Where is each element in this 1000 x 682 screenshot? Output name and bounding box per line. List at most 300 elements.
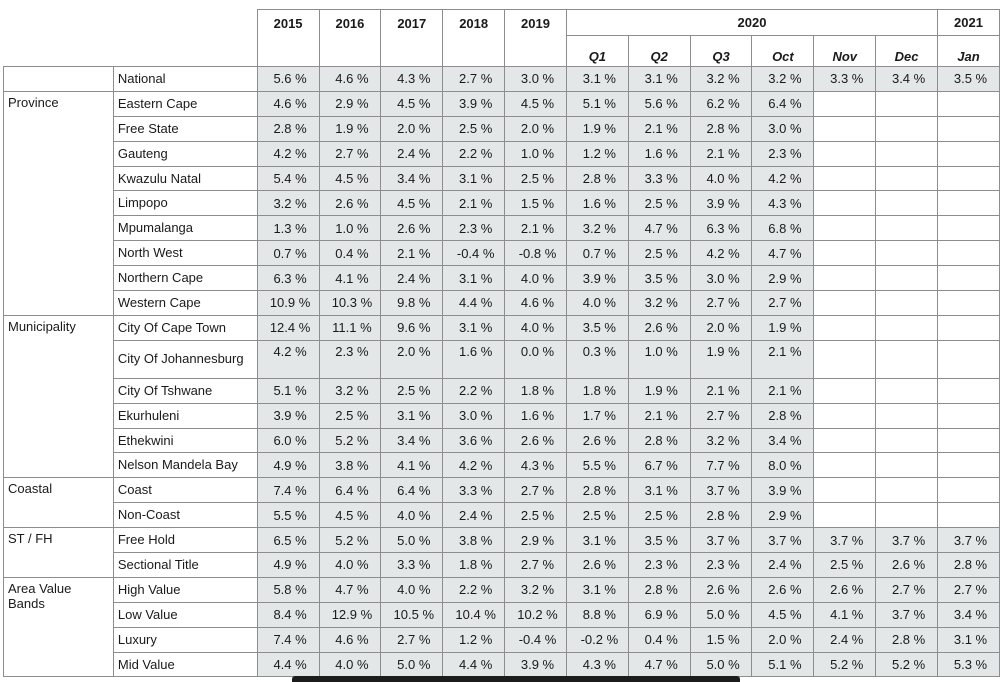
value-cell: 3.7 %: [876, 528, 938, 553]
value-cell: 3.9 %: [443, 91, 505, 116]
value-cell: [938, 315, 1000, 340]
value-cell: 4.1 %: [814, 602, 876, 627]
value-cell: 1.0 %: [319, 216, 381, 241]
row-label: Non-Coast: [113, 503, 257, 528]
value-cell: [814, 453, 876, 478]
value-cell: 3.2 %: [566, 216, 628, 241]
value-cell: [814, 266, 876, 291]
value-cell: 1.9 %: [690, 340, 752, 378]
value-cell: 3.1 %: [566, 577, 628, 602]
year-header: 2020: [566, 10, 937, 36]
window-edge-bar: [292, 676, 740, 682]
value-cell: 4.0 %: [505, 315, 567, 340]
row-label: Kwazulu Natal: [113, 166, 257, 191]
value-cell: [814, 340, 876, 378]
row-label: North West: [113, 241, 257, 266]
value-cell: 1.0 %: [505, 141, 567, 166]
value-cell: 6.7 %: [628, 453, 690, 478]
value-cell: 4.9 %: [257, 453, 319, 478]
value-cell: 2.7 %: [381, 627, 443, 652]
value-cell: 3.1 %: [443, 315, 505, 340]
value-cell: 3.0 %: [752, 116, 814, 141]
value-cell: 1.9 %: [628, 378, 690, 403]
value-cell: 3.7 %: [752, 528, 814, 553]
value-cell: 0.0 %: [505, 340, 567, 378]
value-cell: 12.4 %: [257, 315, 319, 340]
value-cell: 3.7 %: [690, 478, 752, 503]
period-header: Q1: [566, 36, 628, 67]
value-cell: -0.2 %: [566, 627, 628, 652]
value-cell: 6.5 %: [257, 528, 319, 553]
value-cell: 1.2 %: [443, 627, 505, 652]
value-cell: 2.7 %: [319, 141, 381, 166]
value-cell: 3.7 %: [938, 528, 1000, 553]
value-cell: 3.2 %: [257, 191, 319, 216]
value-cell: 2.4 %: [814, 627, 876, 652]
row-label: Ethekwini: [113, 428, 257, 453]
value-cell: 8.8 %: [566, 602, 628, 627]
value-cell: 2.4 %: [752, 553, 814, 578]
value-cell: 5.1 %: [566, 91, 628, 116]
value-cell: [814, 428, 876, 453]
value-cell: 3.1 %: [566, 528, 628, 553]
value-cell: 4.0 %: [319, 553, 381, 578]
value-cell: 4.3 %: [381, 67, 443, 92]
value-cell: 2.6 %: [319, 191, 381, 216]
value-cell: [938, 141, 1000, 166]
value-cell: 2.8 %: [752, 403, 814, 428]
value-cell: 9.6 %: [381, 315, 443, 340]
value-cell: 3.4 %: [381, 428, 443, 453]
value-cell: [876, 378, 938, 403]
value-cell: [814, 403, 876, 428]
value-cell: [876, 478, 938, 503]
value-cell: 0.7 %: [566, 241, 628, 266]
value-cell: [938, 216, 1000, 241]
value-cell: 10.2 %: [505, 602, 567, 627]
value-cell: 7.4 %: [257, 627, 319, 652]
table-row: [4, 340, 1000, 378]
value-cell: [938, 266, 1000, 291]
row-label: Gauteng: [113, 141, 257, 166]
value-cell: 2.3 %: [752, 141, 814, 166]
value-cell: 6.3 %: [257, 266, 319, 291]
value-cell: 2.2 %: [443, 577, 505, 602]
value-cell: 2.6 %: [628, 315, 690, 340]
value-cell: 3.3 %: [628, 166, 690, 191]
table-row: [4, 503, 1000, 528]
value-cell: 2.6 %: [876, 553, 938, 578]
value-cell: 4.5 %: [505, 91, 567, 116]
value-cell: 2.4 %: [381, 266, 443, 291]
value-cell: 4.6 %: [257, 91, 319, 116]
table-row: [4, 453, 1000, 478]
value-cell: [814, 478, 876, 503]
table-row: [4, 191, 1000, 216]
value-cell: 2.5 %: [628, 503, 690, 528]
value-cell: 2.8 %: [566, 166, 628, 191]
table-header: [4, 10, 1000, 67]
value-cell: 4.6 %: [505, 291, 567, 316]
value-cell: 10.9 %: [257, 291, 319, 316]
value-cell: -0.4 %: [443, 241, 505, 266]
value-cell: 1.2 %: [566, 141, 628, 166]
row-label: Western Cape: [113, 291, 257, 316]
year-header: 2015: [257, 10, 319, 67]
value-cell: 10.3 %: [319, 291, 381, 316]
value-cell: 3.2 %: [628, 291, 690, 316]
value-cell: 4.7 %: [628, 216, 690, 241]
value-cell: 5.3 %: [938, 652, 1000, 677]
price-growth-table: [3, 9, 1000, 677]
value-cell: 2.8 %: [566, 478, 628, 503]
value-cell: 2.5 %: [566, 503, 628, 528]
value-cell: 1.7 %: [566, 403, 628, 428]
value-cell: 3.8 %: [443, 528, 505, 553]
value-cell: 3.9 %: [690, 191, 752, 216]
value-cell: [876, 403, 938, 428]
value-cell: 3.3 %: [381, 553, 443, 578]
value-cell: [814, 166, 876, 191]
value-cell: 4.7 %: [752, 241, 814, 266]
row-label: Mid Value: [113, 652, 257, 677]
value-cell: 5.6 %: [628, 91, 690, 116]
value-cell: 3.4 %: [752, 428, 814, 453]
value-cell: 4.2 %: [257, 141, 319, 166]
value-cell: 4.0 %: [690, 166, 752, 191]
value-cell: 2.7 %: [443, 67, 505, 92]
value-cell: 2.1 %: [690, 141, 752, 166]
value-cell: 3.4 %: [938, 602, 1000, 627]
value-cell: 7.4 %: [257, 478, 319, 503]
value-cell: [938, 403, 1000, 428]
value-cell: 2.0 %: [505, 116, 567, 141]
table-row: [4, 528, 1000, 553]
table-row: [4, 91, 1000, 116]
value-cell: 2.5 %: [319, 403, 381, 428]
value-cell: 2.6 %: [505, 428, 567, 453]
value-cell: 2.0 %: [690, 315, 752, 340]
period-header: Nov: [814, 36, 876, 67]
value-cell: 2.5 %: [505, 166, 567, 191]
year-header: 2018: [443, 10, 505, 67]
value-cell: 0.3 %: [566, 340, 628, 378]
value-cell: 1.8 %: [566, 378, 628, 403]
value-cell: 3.1 %: [566, 67, 628, 92]
row-label: Eastern Cape: [113, 91, 257, 116]
value-cell: 4.0 %: [566, 291, 628, 316]
row-label: Nelson Mandela Bay: [113, 453, 257, 478]
value-cell: 3.1 %: [938, 627, 1000, 652]
value-cell: 3.3 %: [814, 67, 876, 92]
table-row: [4, 577, 1000, 602]
value-cell: 2.6 %: [752, 577, 814, 602]
row-label: Northern Cape: [113, 266, 257, 291]
header-blank: [4, 10, 258, 67]
value-cell: 3.2 %: [752, 67, 814, 92]
value-cell: [938, 116, 1000, 141]
value-cell: 2.5 %: [381, 378, 443, 403]
value-cell: 4.0 %: [319, 652, 381, 677]
value-cell: 3.9 %: [257, 403, 319, 428]
table-row: [4, 478, 1000, 503]
value-cell: 2.3 %: [319, 340, 381, 378]
value-cell: 12.9 %: [319, 602, 381, 627]
row-label: City Of Johannesburg: [113, 340, 257, 378]
value-cell: [876, 291, 938, 316]
table-row: [4, 116, 1000, 141]
value-cell: 2.7 %: [938, 577, 1000, 602]
row-label: Mpumalanga: [113, 216, 257, 241]
value-cell: 4.2 %: [443, 453, 505, 478]
table-row: [4, 602, 1000, 627]
value-cell: 4.2 %: [257, 340, 319, 378]
category-cell: Area Value Bands: [4, 577, 114, 677]
value-cell: 2.9 %: [752, 266, 814, 291]
value-cell: 2.1 %: [628, 116, 690, 141]
value-cell: 5.2 %: [319, 428, 381, 453]
value-cell: 4.2 %: [752, 166, 814, 191]
value-cell: 2.9 %: [505, 528, 567, 553]
value-cell: 2.8 %: [628, 428, 690, 453]
year-header: 2019: [505, 10, 567, 67]
value-cell: 0.7 %: [257, 241, 319, 266]
value-cell: 2.6 %: [566, 553, 628, 578]
value-cell: 2.7 %: [690, 403, 752, 428]
value-cell: [938, 428, 1000, 453]
value-cell: 1.8 %: [505, 378, 567, 403]
value-cell: 9.8 %: [381, 291, 443, 316]
value-cell: 2.8 %: [690, 503, 752, 528]
row-label: City Of Cape Town: [113, 315, 257, 340]
value-cell: 2.6 %: [381, 216, 443, 241]
value-cell: 1.6 %: [566, 191, 628, 216]
value-cell: 1.6 %: [628, 141, 690, 166]
value-cell: [814, 503, 876, 528]
value-cell: 3.2 %: [319, 378, 381, 403]
category-cell: Municipality: [4, 315, 114, 477]
value-cell: 5.8 %: [257, 577, 319, 602]
table-row: [4, 166, 1000, 191]
value-cell: 3.7 %: [876, 602, 938, 627]
value-cell: 6.4 %: [752, 91, 814, 116]
value-cell: [814, 378, 876, 403]
value-cell: 1.8 %: [443, 553, 505, 578]
table-row: [4, 403, 1000, 428]
value-cell: 2.7 %: [690, 291, 752, 316]
value-cell: 5.0 %: [690, 652, 752, 677]
value-cell: 6.3 %: [690, 216, 752, 241]
value-cell: 1.5 %: [690, 627, 752, 652]
value-cell: [814, 91, 876, 116]
table-row: [4, 627, 1000, 652]
value-cell: [876, 241, 938, 266]
value-cell: 4.3 %: [505, 453, 567, 478]
value-cell: 1.6 %: [505, 403, 567, 428]
value-cell: 3.7 %: [814, 528, 876, 553]
value-cell: 3.1 %: [628, 478, 690, 503]
row-label: City Of Tshwane: [113, 378, 257, 403]
value-cell: [938, 191, 1000, 216]
row-label: High Value: [113, 577, 257, 602]
value-cell: 4.2 %: [690, 241, 752, 266]
value-cell: 3.9 %: [752, 478, 814, 503]
value-cell: 2.8 %: [876, 627, 938, 652]
value-cell: 2.5 %: [628, 241, 690, 266]
value-cell: 2.0 %: [381, 340, 443, 378]
value-cell: 3.1 %: [381, 403, 443, 428]
period-header: Jan: [938, 36, 1000, 67]
value-cell: 1.9 %: [319, 116, 381, 141]
category-cell: ST / FH: [4, 528, 114, 578]
value-cell: 2.7 %: [505, 553, 567, 578]
value-cell: [814, 291, 876, 316]
row-label: Limpopo: [113, 191, 257, 216]
value-cell: 3.4 %: [876, 67, 938, 92]
value-cell: [938, 340, 1000, 378]
value-cell: 0.4 %: [319, 241, 381, 266]
year-header-row: [4, 10, 1000, 36]
value-cell: 3.3 %: [443, 478, 505, 503]
value-cell: 5.0 %: [381, 528, 443, 553]
table-row: [4, 652, 1000, 677]
value-cell: 4.9 %: [257, 553, 319, 578]
value-cell: 2.1 %: [690, 378, 752, 403]
value-cell: 2.5 %: [628, 191, 690, 216]
value-cell: 4.5 %: [752, 602, 814, 627]
value-cell: [876, 91, 938, 116]
value-cell: 3.9 %: [505, 652, 567, 677]
value-cell: 3.4 %: [381, 166, 443, 191]
value-cell: [938, 503, 1000, 528]
table-row: [4, 553, 1000, 578]
table-row: [4, 266, 1000, 291]
value-cell: 2.7 %: [505, 478, 567, 503]
table-row: [4, 216, 1000, 241]
value-cell: 2.6 %: [690, 577, 752, 602]
value-cell: 4.6 %: [319, 627, 381, 652]
row-label: Luxury: [113, 627, 257, 652]
table-row: [4, 141, 1000, 166]
value-cell: 2.8 %: [257, 116, 319, 141]
value-cell: [938, 166, 1000, 191]
value-cell: 5.2 %: [876, 652, 938, 677]
value-cell: 3.0 %: [690, 266, 752, 291]
value-cell: [876, 315, 938, 340]
value-cell: 3.2 %: [505, 577, 567, 602]
value-cell: 4.5 %: [381, 191, 443, 216]
value-cell: [876, 428, 938, 453]
value-cell: 2.9 %: [319, 91, 381, 116]
value-cell: 2.0 %: [752, 627, 814, 652]
value-cell: 3.1 %: [628, 67, 690, 92]
value-cell: 4.7 %: [628, 652, 690, 677]
value-cell: 5.5 %: [257, 503, 319, 528]
value-cell: 2.7 %: [752, 291, 814, 316]
value-cell: 3.6 %: [443, 428, 505, 453]
value-cell: [876, 340, 938, 378]
period-header: Dec: [876, 36, 938, 67]
value-cell: 4.0 %: [381, 577, 443, 602]
value-cell: 5.2 %: [319, 528, 381, 553]
period-header: Q2: [628, 36, 690, 67]
value-cell: 2.8 %: [628, 577, 690, 602]
value-cell: 10.4 %: [443, 602, 505, 627]
value-cell: 2.1 %: [381, 241, 443, 266]
value-cell: 7.7 %: [690, 453, 752, 478]
value-cell: 3.2 %: [690, 67, 752, 92]
year-header: 2016: [319, 10, 381, 67]
value-cell: [876, 503, 938, 528]
table-row: [4, 378, 1000, 403]
value-cell: 2.2 %: [443, 378, 505, 403]
value-cell: [814, 241, 876, 266]
value-cell: 6.4 %: [381, 478, 443, 503]
value-cell: 4.6 %: [319, 67, 381, 92]
table-body: [4, 67, 1000, 677]
value-cell: 11.1 %: [319, 315, 381, 340]
value-cell: 3.5 %: [566, 315, 628, 340]
row-label: Free Hold: [113, 528, 257, 553]
value-cell: [814, 315, 876, 340]
value-cell: 3.5 %: [628, 266, 690, 291]
value-cell: 10.5 %: [381, 602, 443, 627]
value-cell: 4.1 %: [381, 453, 443, 478]
value-cell: 2.1 %: [628, 403, 690, 428]
row-label: Coast: [113, 478, 257, 503]
value-cell: [938, 91, 1000, 116]
table-row: [4, 291, 1000, 316]
value-cell: 2.8 %: [938, 553, 1000, 578]
row-label: Ekurhuleni: [113, 403, 257, 428]
value-cell: 2.6 %: [814, 577, 876, 602]
value-cell: 1.0 %: [628, 340, 690, 378]
table-row: [4, 67, 1000, 92]
value-cell: [938, 291, 1000, 316]
value-cell: [938, 241, 1000, 266]
value-cell: 1.3 %: [257, 216, 319, 241]
row-label: Sectional Title: [113, 553, 257, 578]
value-cell: 6.0 %: [257, 428, 319, 453]
value-cell: 2.8 %: [690, 116, 752, 141]
value-cell: [814, 216, 876, 241]
value-cell: 3.9 %: [566, 266, 628, 291]
value-cell: 8.4 %: [257, 602, 319, 627]
category-cell: Province: [4, 91, 114, 315]
value-cell: 2.6 %: [566, 428, 628, 453]
value-cell: 5.2 %: [814, 652, 876, 677]
table-row: [4, 315, 1000, 340]
value-cell: -0.8 %: [505, 241, 567, 266]
value-cell: 2.0 %: [381, 116, 443, 141]
value-cell: 2.4 %: [443, 503, 505, 528]
row-label: Low Value: [113, 602, 257, 627]
value-cell: 5.0 %: [690, 602, 752, 627]
value-cell: 2.4 %: [381, 141, 443, 166]
value-cell: 3.1 %: [443, 166, 505, 191]
value-cell: 2.1 %: [505, 216, 567, 241]
value-cell: 5.5 %: [566, 453, 628, 478]
value-cell: 4.4 %: [443, 291, 505, 316]
value-cell: 2.1 %: [752, 340, 814, 378]
category-cell: [4, 67, 114, 92]
category-cell: Coastal: [4, 478, 114, 528]
value-cell: [814, 191, 876, 216]
value-cell: 6.2 %: [690, 91, 752, 116]
table-row: [4, 241, 1000, 266]
value-cell: 4.4 %: [443, 652, 505, 677]
value-cell: [814, 141, 876, 166]
